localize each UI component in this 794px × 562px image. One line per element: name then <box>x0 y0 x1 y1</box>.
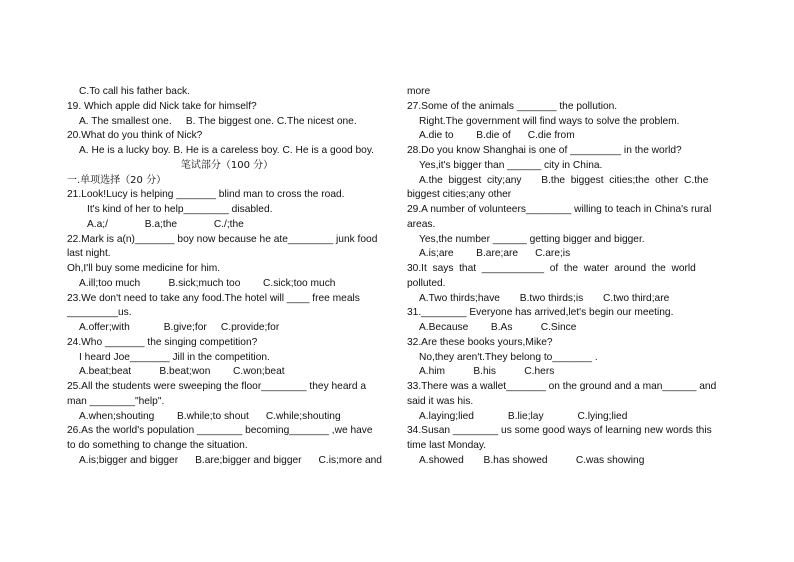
left-column-line: 25.All the students were sweeping the floor________ they heard a <box>67 381 367 392</box>
right-column-line: A.the biggest city;any B.the biggest cities;the other C.the <box>419 174 709 186</box>
left-column-line: last night. <box>67 248 111 260</box>
left-column-line: 笔试部分（100 分） <box>180 159 274 171</box>
left-column-line: A. He is a lucky boy. B. He is a careless boy. C. He is a good boy. <box>79 145 374 156</box>
left-column-line: man ________"help". <box>67 395 165 407</box>
right-column-line: time last Monday. <box>407 440 487 451</box>
right-column-line: 27.Some of the animals _______ the pollution. <box>407 100 618 112</box>
right-column-line: polluted. <box>407 277 446 289</box>
right-column-line: said it was his. <box>407 395 474 407</box>
left-column-line: 21.Look!Lucy is helping _______ blind man to cross the road. <box>67 189 345 201</box>
right-column-line: 28.Do you know Shanghai is one of _________ in the world? <box>407 145 682 156</box>
right-column-line: A.is;are B.are;are C.are;is <box>419 248 571 260</box>
left-column-line: A.is;bigger and bigger B.are;bigger and bigger C.is;more and <box>79 454 382 466</box>
left-column-line: 19. Which apple did Nick take for himself? <box>67 100 257 112</box>
left-column-line: A.beat;beat B.beat;won C.won;beat <box>79 366 285 378</box>
left-column-line: 20.What do you think of Nick? <box>67 130 203 142</box>
right-column-line: 31.________ Everyone has arrived,let's begin our meeting. <box>407 307 674 319</box>
left-column-line: A.when;shouting B.while;to shout C.while;shouting <box>79 410 341 422</box>
right-column-line: 33.There was a wallet_______ on the ground and a man______ and <box>407 381 717 392</box>
left-column-line: A.a;/ B.a;the C./;the <box>87 218 244 230</box>
left-column-line: C.To call his father back. <box>79 86 190 97</box>
left-column-line: to do something to change the situation. <box>67 440 248 451</box>
left-column-line: 一.单项选择（20 分） <box>67 174 167 186</box>
left-column-line: It's kind of her to help________ disabled. <box>87 204 273 215</box>
left-column-line: 24.Who _______ the singing competition? <box>67 336 258 348</box>
right-column-line: biggest cities;any other <box>407 189 512 201</box>
right-column-line: Yes,it's bigger than ______ city in China. <box>419 159 603 171</box>
left-column-line: 26.As the world's population ________ becoming_______ ,we have <box>67 425 373 437</box>
left-column-line: A.ill;too much B.sick;much too C.sick;too much <box>79 277 336 289</box>
left-column-line: I heard Joe_______ Jill in the competition. <box>79 351 270 363</box>
left-column-line: A.offer;with B.give;for C.provide;for <box>79 322 280 333</box>
right-column-line: 29.A number of volunteers________ willing to teach in China's rural <box>407 204 712 215</box>
right-column-line: areas. <box>407 218 436 230</box>
right-column-line: A.laying;lied B.lie;lay C.lying;lied <box>419 410 628 422</box>
right-column-line: 34.Susan ________ us some good ways of learning new words this <box>407 425 712 437</box>
right-column <box>407 85 727 469</box>
right-column-line: Yes,the number ______ getting bigger and bigger. <box>419 233 645 245</box>
right-column-line: 32.Are these books yours,Mike? <box>407 336 553 348</box>
right-column-line: A.him B.his C.hers <box>419 366 555 378</box>
right-column-line: more <box>407 86 431 97</box>
left-column-line: Oh,I'll buy some medicine for him. <box>67 263 221 274</box>
left-column-line: 22.Mark is a(n)_______ boy now because he ate________ junk food <box>67 233 378 245</box>
left-column <box>67 85 387 469</box>
right-column-line: A.Two thirds;have B.two thirds;is C.two third;are <box>419 292 670 304</box>
right-column-line: Right.The government will find ways to solve the problem. <box>419 115 680 127</box>
left-column-line: _________us. <box>67 307 132 319</box>
right-column-line: A.die to B.die of C.die from <box>419 130 575 142</box>
right-column-line: A.showed B.has showed C.was showing <box>419 454 645 466</box>
left-column-line: A. The smallest one. B. The biggest one. C.The nicest one. <box>79 115 357 127</box>
right-column-line: No,they aren't.They belong to_______ . <box>419 351 598 363</box>
right-column-line: A.Because B.As C.Since <box>419 322 577 333</box>
right-column-line: 30.It says that ___________ of the water around the world <box>407 263 696 274</box>
left-column-line: 23.We don't need to take any food.The hotel will ____ free meals <box>67 292 360 304</box>
